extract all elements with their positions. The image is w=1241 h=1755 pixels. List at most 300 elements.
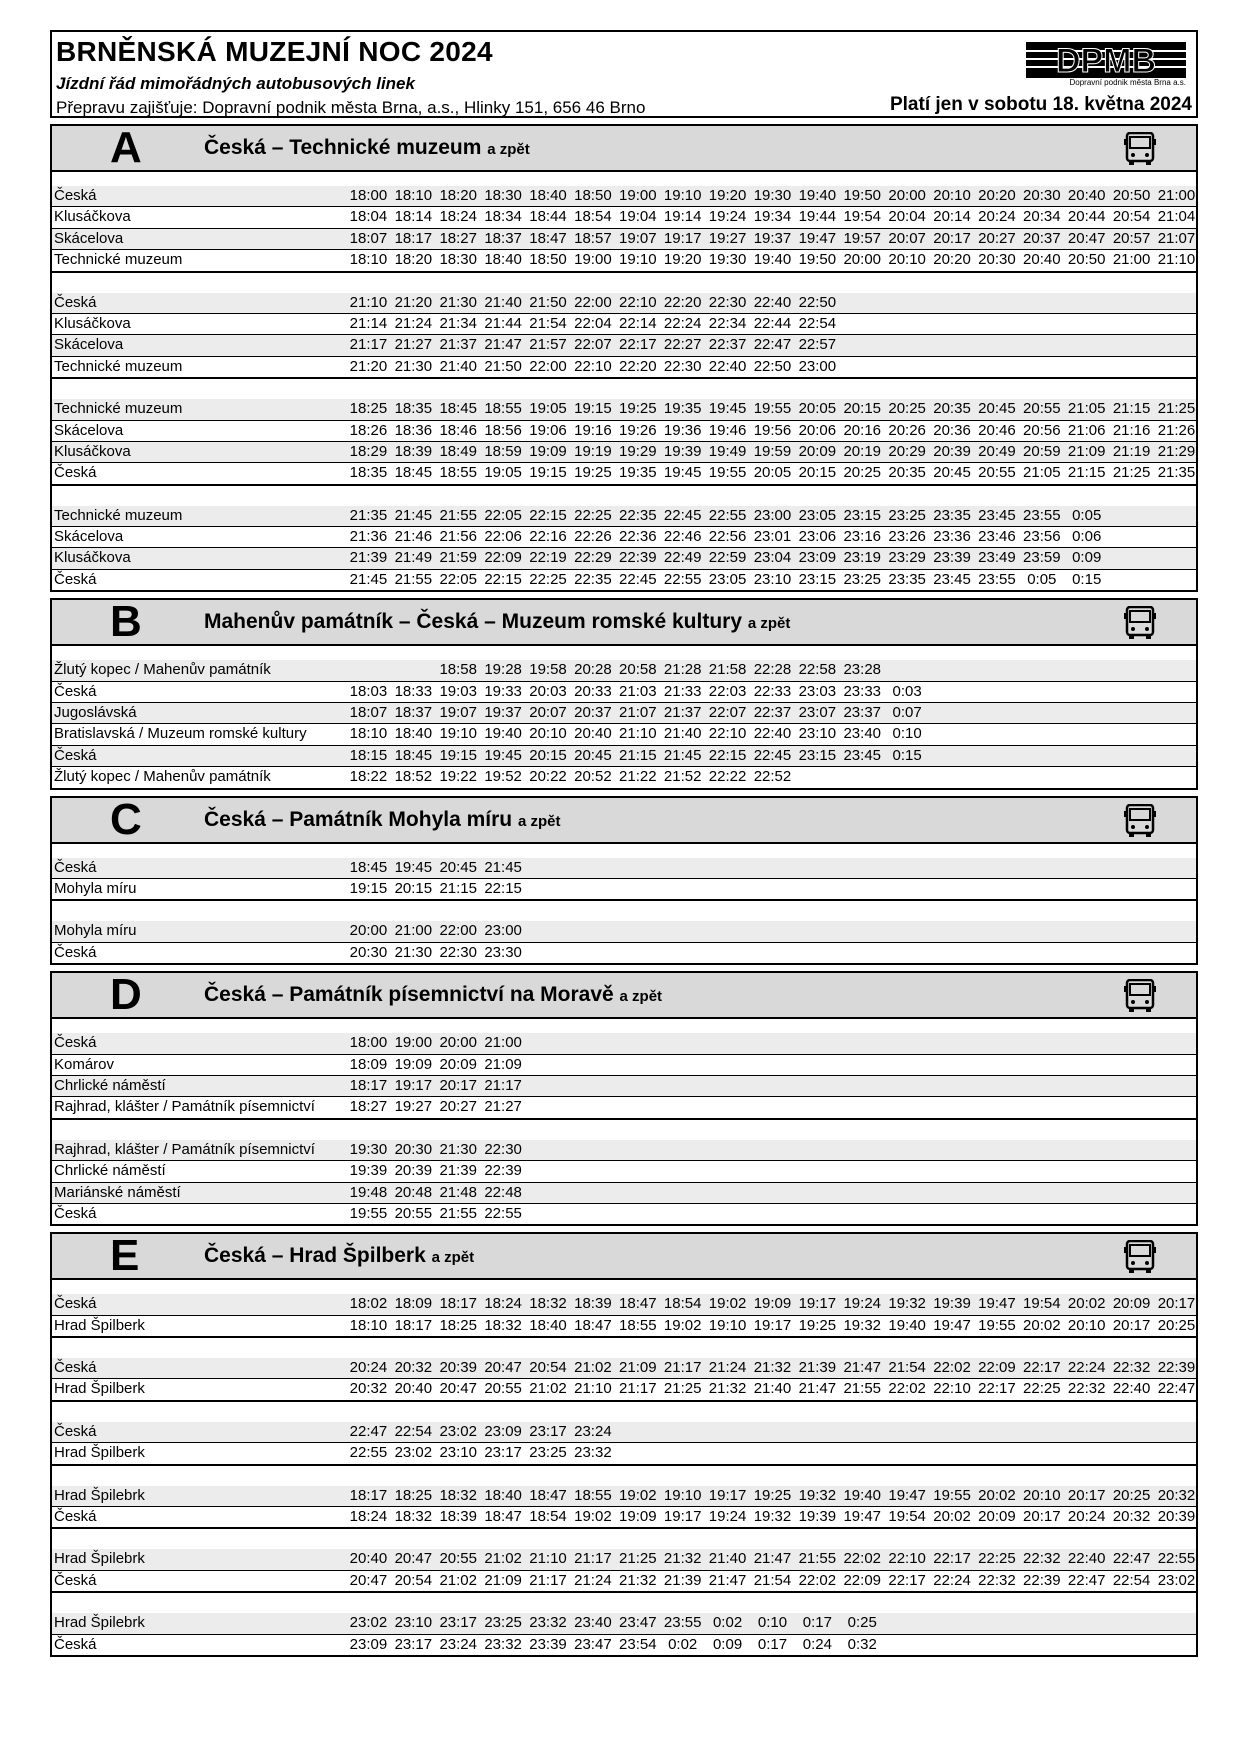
- stop-name: Česká: [54, 682, 97, 700]
- departure-time: 20:06: [798, 421, 837, 439]
- departure-time: 21:24: [708, 1359, 747, 1377]
- departure-time: 18:17: [439, 1295, 477, 1313]
- departure-time: 21:00: [484, 1034, 522, 1052]
- departure-time: 19:39: [933, 1295, 971, 1313]
- departure-time: 20:25: [843, 464, 882, 482]
- departure-time: 22:54: [394, 1422, 433, 1440]
- departure-time: 23:02: [394, 1444, 433, 1462]
- table-row: [52, 570, 1196, 590]
- departure-times: [346, 421, 1199, 441]
- departure-time: 21:22: [619, 768, 657, 786]
- stop-name: Skácelova: [54, 229, 124, 247]
- line-route-title: [204, 798, 560, 844]
- departure-time: 21:09: [484, 1571, 522, 1589]
- departure-time: 23:09: [349, 1635, 388, 1653]
- departure-time: 19:30: [708, 251, 747, 269]
- line-section-d: [50, 971, 1198, 1226]
- departure-time: 22:17: [978, 1380, 1016, 1398]
- departure-time: 19:54: [843, 208, 882, 226]
- departure-time: 20:17: [1112, 1316, 1151, 1334]
- departure-time: 21:09: [619, 1359, 657, 1377]
- departure-time: 18:17: [349, 1486, 388, 1504]
- table-row: [52, 1055, 1196, 1076]
- departure-time: 19:25: [574, 464, 612, 482]
- departure-time: 21:25: [619, 1550, 657, 1568]
- departure-time: 18:25: [439, 1316, 477, 1334]
- departure-time: 20:10: [1067, 1316, 1106, 1334]
- table-row: [52, 1571, 1196, 1591]
- departure-time: 20:22: [529, 768, 567, 786]
- departure-time: 21:24: [394, 314, 433, 332]
- departure-time: 20:45: [933, 464, 971, 482]
- departure-times: [346, 767, 795, 787]
- table-row: [52, 703, 1196, 724]
- departure-time: 18:47: [484, 1508, 522, 1526]
- departure-time: 23:40: [574, 1614, 612, 1632]
- departure-time: 22:47: [1067, 1571, 1106, 1589]
- departure-time: 22:02: [888, 1380, 926, 1398]
- stop-name: Klusáčkova: [54, 208, 131, 226]
- departure-time: 19:37: [484, 704, 522, 722]
- departure-time: 22:10: [888, 1550, 926, 1568]
- departure-time: 21:32: [619, 1571, 657, 1589]
- departure-time: 19:27: [394, 1098, 433, 1116]
- stop-name: Žlutý kopec / Mahenův památník: [54, 661, 271, 679]
- departure-time: 18:40: [529, 187, 567, 204]
- departure-time: 19:00: [394, 1034, 433, 1052]
- departure-time: 18:17: [394, 1316, 433, 1334]
- trip-group: [52, 1613, 1196, 1655]
- departure-time: 22:15: [484, 879, 522, 897]
- departure-time: 0:02: [712, 1614, 743, 1632]
- line-header: [52, 1231, 1196, 1281]
- departure-times: [346, 1294, 1199, 1314]
- departure-time: 18:45: [394, 746, 433, 764]
- table-row: [52, 1204, 1196, 1224]
- departure-time: 23:09: [798, 549, 837, 567]
- departure-time: 20:37: [574, 704, 612, 722]
- departure-time: 20:44: [1067, 208, 1106, 226]
- departure-time: 20:09: [1112, 1295, 1151, 1313]
- departure-time: 21:34: [439, 314, 477, 332]
- departure-times: [346, 335, 840, 355]
- stop-name: Česká: [54, 1359, 97, 1377]
- logo-caption: Dopravní podnik města Brna a.s.: [1069, 78, 1186, 87]
- bus-icon: [1124, 1240, 1156, 1274]
- departure-time: 19:50: [843, 187, 882, 204]
- departure-times: [346, 1183, 526, 1203]
- departure-time: 21:35: [1157, 464, 1196, 482]
- departure-time: 0:25: [847, 1614, 877, 1632]
- document-subtitle: Jízdní řád mimořádných autobusových linek: [56, 74, 415, 93]
- departure-time: 20:25: [1157, 1316, 1196, 1334]
- table-row: [52, 421, 1196, 442]
- stop-name: Hrad Špilberk: [54, 1444, 145, 1462]
- departure-time: 20:30: [1023, 187, 1061, 204]
- carrier-info: Přepravu zajišťuje: Dopravní podnik města Brna, a.s., Hlinky 151, 656 46 Brno: [56, 98, 646, 117]
- departure-time: 21:17: [663, 1359, 702, 1377]
- departure-time: 21:55: [394, 570, 433, 588]
- departure-time: 23:25: [484, 1614, 522, 1632]
- departure-time: 21:54: [888, 1359, 926, 1377]
- departure-time: [346, 660, 391, 680]
- departure-time: 23:32: [484, 1635, 522, 1653]
- stop-name: Česká: [54, 746, 97, 764]
- departure-time: 20:45: [439, 858, 477, 876]
- line-letter: A: [110, 123, 142, 172]
- departure-time: 22:09: [978, 1359, 1016, 1377]
- departure-time: 20:54: [1112, 208, 1151, 226]
- departure-time: 21:40: [663, 725, 702, 743]
- departure-time: 19:35: [619, 464, 657, 482]
- departure-time: 19:15: [529, 464, 567, 482]
- departure-time: 22:59: [708, 549, 747, 567]
- departure-time: 19:47: [888, 1486, 926, 1504]
- departure-time: 21:32: [753, 1359, 792, 1377]
- line-letter: B: [110, 597, 142, 647]
- departure-times: [346, 1422, 615, 1442]
- departure-time: 18:57: [574, 229, 612, 247]
- departure-time: 18:40: [394, 725, 433, 743]
- departure-time: 18:03: [349, 682, 388, 700]
- departure-time: 22:30: [484, 1140, 522, 1158]
- departure-time: 20:17: [439, 1076, 477, 1094]
- departure-time: 22:55: [663, 570, 702, 588]
- departure-time: 0:17: [757, 1635, 788, 1653]
- departure-time: 19:27: [708, 229, 747, 247]
- departure-time: 20:47: [349, 1571, 388, 1589]
- departure-time: 0:09: [712, 1635, 743, 1653]
- departure-time: 22:32: [1112, 1359, 1151, 1377]
- departure-time: 22:15: [484, 570, 522, 588]
- departure-times: [346, 1443, 615, 1463]
- bus-icon: [1124, 606, 1156, 640]
- departure-time: 0:10: [892, 725, 922, 743]
- departure-time: 22:40: [753, 725, 792, 743]
- departure-time: 23:37: [843, 704, 882, 722]
- departure-time: 23:02: [439, 1422, 477, 1440]
- stop-name: Česká: [54, 858, 97, 876]
- departure-time: 23:25: [843, 570, 882, 588]
- departure-time: 22:52: [753, 768, 792, 786]
- departure-time: 21:02: [439, 1571, 477, 1589]
- departure-time: 18:07: [349, 229, 388, 247]
- departure-time: 20:25: [1112, 1486, 1151, 1504]
- line-header: [52, 970, 1196, 1020]
- departure-time: 21:04: [1157, 208, 1196, 226]
- departure-times: [346, 314, 840, 334]
- departure-time: 20:26: [888, 421, 926, 439]
- departure-time: 19:39: [349, 1162, 388, 1180]
- departure-time: 22:54: [1112, 1571, 1151, 1589]
- departure-times: [346, 250, 1199, 270]
- departure-times: [346, 703, 930, 723]
- departure-time: 20:55: [439, 1550, 477, 1568]
- departure-time: 19:40: [753, 251, 792, 269]
- group-spacer: [52, 1593, 1196, 1613]
- stop-name: Klusáčkova: [54, 314, 131, 332]
- table-row: [52, 548, 1196, 569]
- departure-time: 19:10: [708, 1316, 747, 1334]
- departure-time: 20:20: [933, 251, 971, 269]
- departure-time: 22:03: [708, 682, 747, 700]
- departure-time: 19:50: [798, 251, 837, 269]
- departure-time: 22:33: [753, 682, 792, 700]
- departure-time: 23:16: [843, 528, 882, 546]
- departure-time: 21:30: [394, 943, 433, 961]
- departure-time: 22:10: [619, 293, 657, 311]
- departure-time: 20:30: [978, 251, 1016, 269]
- stop-name: Klusáčkova: [54, 442, 131, 460]
- departure-time: 22:30: [663, 357, 702, 375]
- departure-time: 19:20: [663, 251, 702, 269]
- departure-time: 23:32: [574, 1444, 612, 1462]
- route-name: Mahenův památník – Česká – Muzeum romské kultury: [204, 610, 743, 634]
- departure-time: 21:55: [798, 1550, 837, 1568]
- departure-time: 19:17: [663, 1508, 702, 1526]
- departure-time: 23:06: [798, 528, 837, 546]
- departure-time: 22:55: [484, 1204, 522, 1222]
- departure-time: 22:30: [439, 943, 477, 961]
- departure-time: 22:24: [933, 1571, 971, 1589]
- departure-time: 19:40: [484, 725, 522, 743]
- departure-time: 19:29: [619, 442, 657, 460]
- departure-time: 22:07: [708, 704, 747, 722]
- departure-time: 19:55: [349, 1204, 388, 1222]
- departure-time: 23:35: [888, 570, 926, 588]
- departure-time: 19:10: [619, 251, 657, 269]
- departure-time: 21:30: [394, 357, 433, 375]
- departure-time: 22:27: [663, 336, 702, 354]
- departure-time: 21:15: [1112, 400, 1151, 418]
- departure-time: 23:49: [978, 549, 1016, 567]
- departure-time: 22:05: [439, 570, 477, 588]
- departure-time: 21:33: [663, 682, 702, 700]
- departure-time: 19:32: [843, 1316, 882, 1334]
- table-row: [52, 463, 1196, 483]
- departure-time: 21:54: [529, 314, 567, 332]
- departure-time: 23:10: [394, 1614, 433, 1632]
- departure-time: 18:20: [439, 187, 477, 204]
- timetable: [52, 1280, 1196, 1655]
- departure-time: 20:07: [888, 229, 926, 247]
- departure-time: 20:02: [1067, 1295, 1106, 1313]
- departure-time: 21:25: [1112, 464, 1151, 482]
- departure-time: 18:34: [484, 208, 522, 226]
- table-row: [52, 1140, 1196, 1161]
- departure-time: 22:45: [753, 746, 792, 764]
- trip-group: [52, 921, 1196, 963]
- departure-time: 21:37: [439, 336, 477, 354]
- departure-time: 20:47: [439, 1380, 477, 1398]
- departure-time: 19:55: [933, 1486, 971, 1504]
- departure-time: 0:02: [668, 1635, 698, 1653]
- departure-time: 21:32: [708, 1380, 747, 1398]
- departure-time: 23:00: [798, 357, 837, 375]
- departure-time: 21:05: [1067, 400, 1106, 418]
- departure-time: 22:45: [619, 570, 657, 588]
- departure-times: [346, 879, 526, 899]
- departure-time: 21:49: [394, 549, 433, 567]
- departure-time: 19:46: [708, 421, 747, 439]
- departure-time: 19:40: [798, 187, 837, 204]
- departure-time: 21:14: [349, 314, 388, 332]
- departure-time: 22:24: [663, 314, 702, 332]
- departure-time: 22:10: [933, 1380, 971, 1398]
- departure-time: 20:20: [978, 187, 1016, 204]
- departure-time: 21:28: [663, 661, 702, 679]
- departure-time: 22:47: [349, 1422, 388, 1440]
- departure-time: 19:52: [484, 768, 522, 786]
- departure-times: [346, 1486, 1199, 1506]
- departure-times: [346, 943, 526, 963]
- departure-time: 22:40: [1067, 1550, 1106, 1568]
- stop-name: Mohyla míru: [54, 922, 137, 940]
- departure-time: 20:47: [394, 1550, 433, 1568]
- trip-group: [52, 1358, 1196, 1402]
- stop-name: Česká: [54, 187, 97, 204]
- line-letter: C: [110, 794, 142, 844]
- departure-time: 18:50: [574, 187, 612, 204]
- departure-times: [346, 548, 1109, 568]
- departure-time: 22:39: [484, 1162, 522, 1180]
- departure-times: [346, 1379, 1199, 1399]
- table-row: [52, 1097, 1196, 1117]
- timetable: [52, 172, 1196, 590]
- departure-times: [346, 1076, 526, 1096]
- departure-time: 22:32: [1023, 1550, 1061, 1568]
- departure-time: 19:09: [529, 442, 567, 460]
- departure-time: 21:57: [529, 336, 567, 354]
- departure-time: 20:00: [843, 251, 882, 269]
- departure-time: 22:39: [1157, 1359, 1196, 1377]
- table-row: [52, 858, 1196, 879]
- departure-time: 22:25: [978, 1550, 1016, 1568]
- departure-time: 21:17: [574, 1550, 612, 1568]
- departure-time: 20:09: [798, 442, 837, 460]
- group-spacer: [52, 273, 1196, 293]
- departure-time: 21:36: [349, 528, 388, 546]
- departure-time: 18:04: [349, 208, 388, 226]
- departure-time: 21:05: [1023, 464, 1061, 482]
- departure-time: 20:36: [933, 421, 971, 439]
- table-row: [52, 660, 1196, 681]
- departure-time: 20:39: [394, 1162, 433, 1180]
- table-row: [52, 767, 1196, 787]
- departure-time: 19:17: [663, 229, 702, 247]
- departure-time: 21:46: [394, 528, 433, 546]
- departure-time: 18:54: [529, 1508, 567, 1526]
- table-row: [52, 1613, 1196, 1634]
- departure-time: 19:19: [574, 442, 612, 460]
- departure-time: 21:15: [619, 746, 657, 764]
- departure-times: [346, 746, 930, 766]
- departure-time: 20:46: [978, 421, 1016, 439]
- departure-time: 21:15: [1067, 464, 1106, 482]
- table-row: [52, 1549, 1196, 1570]
- departure-time: 22:20: [663, 293, 702, 311]
- table-row: [52, 1443, 1196, 1463]
- timetable: [52, 646, 1196, 787]
- line-route-title: [204, 126, 530, 172]
- departure-time: 22:28: [753, 661, 792, 679]
- departure-time: 19:44: [798, 208, 837, 226]
- departure-time: 23:45: [933, 570, 971, 588]
- departure-time: 21:29: [1157, 442, 1196, 460]
- departure-time: 23:47: [574, 1635, 612, 1653]
- stop-name: Česká: [54, 1422, 97, 1440]
- group-spacer: [52, 1338, 1196, 1358]
- departure-time: 19:33: [484, 682, 522, 700]
- departure-time: 22:56: [708, 528, 747, 546]
- departure-times: [346, 570, 1109, 590]
- departure-time: 22:47: [753, 336, 792, 354]
- document-header: [50, 30, 1198, 118]
- departure-time: 21:15: [439, 879, 477, 897]
- departure-time: 18:00: [349, 1034, 388, 1052]
- departure-time: 18:24: [484, 1295, 522, 1313]
- table-row: [52, 527, 1196, 548]
- bus-icon: [1124, 804, 1156, 838]
- departure-time: 22:25: [529, 570, 567, 588]
- departure-time: 20:09: [439, 1055, 477, 1073]
- departure-time: 21:19: [1112, 442, 1151, 460]
- stop-name: Technické muzeum: [54, 251, 183, 269]
- stop-name: Česká: [54, 1295, 97, 1313]
- departure-time: 23:46: [978, 528, 1016, 546]
- departure-time: 18:10: [394, 187, 433, 204]
- departure-time: 21:45: [394, 506, 433, 524]
- departure-time: 20:02: [933, 1508, 971, 1526]
- departure-time: 19:47: [933, 1316, 971, 1334]
- departure-time: 21:39: [439, 1162, 477, 1180]
- departure-time: 18:25: [394, 1486, 433, 1504]
- departure-time: 23:36: [933, 528, 971, 546]
- departure-time: 19:49: [708, 442, 747, 460]
- departure-time: 19:57: [843, 229, 882, 247]
- departure-times: [346, 1507, 1199, 1527]
- table-row: [52, 186, 1196, 207]
- table-row: [52, 921, 1196, 942]
- departure-time: 19:48: [349, 1183, 388, 1201]
- departure-time: 21:50: [484, 357, 522, 375]
- group-spacer: [52, 379, 1196, 399]
- group-spacer: [52, 901, 1196, 921]
- departure-time: 22:55: [708, 506, 747, 524]
- departure-time: 23:35: [933, 506, 971, 524]
- departure-time: 20:55: [394, 1204, 433, 1222]
- departure-time: 20:29: [888, 442, 926, 460]
- departure-time: 20:16: [843, 421, 882, 439]
- departure-time: 18:17: [394, 229, 433, 247]
- departure-time: 22:32: [1067, 1380, 1106, 1398]
- table-row: [52, 442, 1196, 463]
- departure-time: 23:29: [888, 549, 926, 567]
- departure-time: 0:05: [1027, 570, 1057, 588]
- departure-time: 21:30: [439, 1140, 477, 1158]
- departure-time: 23:55: [1023, 506, 1061, 524]
- departure-time: 19:15: [574, 400, 612, 418]
- departure-time: 19:07: [619, 229, 657, 247]
- departure-time: 22:15: [708, 746, 747, 764]
- departure-time: 19:56: [753, 421, 792, 439]
- route-suffix: a zpět: [487, 141, 530, 158]
- departure-time: 21:27: [394, 336, 433, 354]
- stop-name: Bratislavská / Muzeum romské kultury: [54, 725, 307, 743]
- departure-time: 19:24: [708, 208, 747, 226]
- departure-time: 21:55: [439, 1204, 477, 1222]
- departure-time: 0:05: [1072, 506, 1102, 524]
